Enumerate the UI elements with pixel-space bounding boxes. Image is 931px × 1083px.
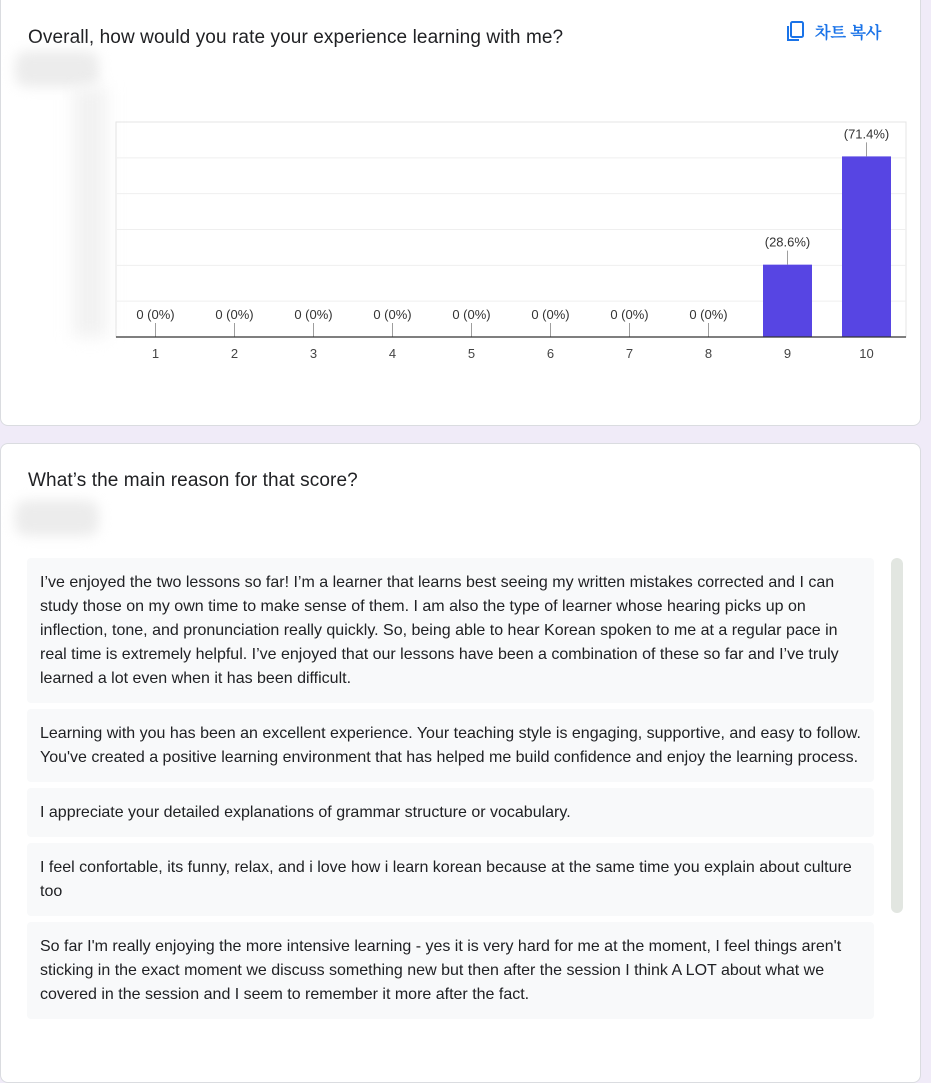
response-item: I appreciate your detailed explanations of grammar structure or vocabulary. xyxy=(27,788,874,837)
response-item: So far I'm really enjoying the more intensive learning - yes it is very hard for me at the moment, I feel things aren't sticking in the exact moment we discuss something new but then after the session I think A LOT about what we covered in the session and I seem to remember it more after the fact. xyxy=(27,922,874,1019)
x-tick-label: 8 xyxy=(704,346,713,361)
response-count-redacted xyxy=(15,500,99,536)
response-item: I’ve enjoyed the two lessons so far! I’m a learner that learns best seeing my written mistakes corrected and I can study those on my own time to make sense of them. I am also the type of learner whose hearing picks up on inflection, tone, and pronunciation really quickly. So, being able to hear Korean spoken to me at a regular pace in real time is extremely helpful. I’ve enjoyed that our lessons have been a combination of these so far and I’ve truly learned a lot even when it has been difficult. xyxy=(27,558,874,703)
data-label: (28.6%) xyxy=(764,234,811,250)
x-tick-label: 2 xyxy=(230,346,239,361)
x-tick-label: 6 xyxy=(546,346,555,361)
data-label: 0 (0%) xyxy=(294,307,333,322)
question-title: Overall, how would you rate your experience learning with me? xyxy=(28,27,564,48)
x-tick-label: 10 xyxy=(859,346,874,361)
response-item: I feel confortable, its funny, relax, and i love how i learn korean because at the same time you explain about culture too xyxy=(27,843,874,916)
response-list xyxy=(27,558,874,1019)
data-label: 0 (0%) xyxy=(452,307,491,322)
data-label: 0 (0%) xyxy=(531,307,570,322)
data-label: 0 (0%) xyxy=(215,307,254,322)
data-label: 0 (0%) xyxy=(610,307,649,322)
data-label: 0 (0%) xyxy=(689,307,728,322)
x-tick-label: 4 xyxy=(388,346,397,361)
response-item: Learning with you has been an excellent experience. Your teaching style is engaging, supportive, and easy to follow. You've created a positive learning environment that has helped me build confidence and enjoy the learning process. xyxy=(27,709,874,782)
data-label: (71.4%) xyxy=(843,126,890,142)
x-tick-label: 9 xyxy=(783,346,792,361)
data-label: 0 (0%) xyxy=(373,307,412,322)
bar xyxy=(842,156,891,337)
x-tick-label: 1 xyxy=(151,346,160,361)
rating-question-card xyxy=(0,0,921,426)
x-tick-label: 5 xyxy=(467,346,476,361)
question-title: What’s the main reason for that score? xyxy=(28,470,358,491)
copy-chart-label: 차트 복사 xyxy=(815,24,882,42)
responses-scrollbar[interactable] xyxy=(891,558,903,913)
data-label: 0 (0%) xyxy=(136,307,175,322)
reason-question-card xyxy=(0,443,921,1083)
x-tick-label: 7 xyxy=(625,346,634,361)
bar xyxy=(763,265,812,337)
rating-bar-chart xyxy=(1,0,922,427)
x-tick-label: 3 xyxy=(309,346,318,361)
